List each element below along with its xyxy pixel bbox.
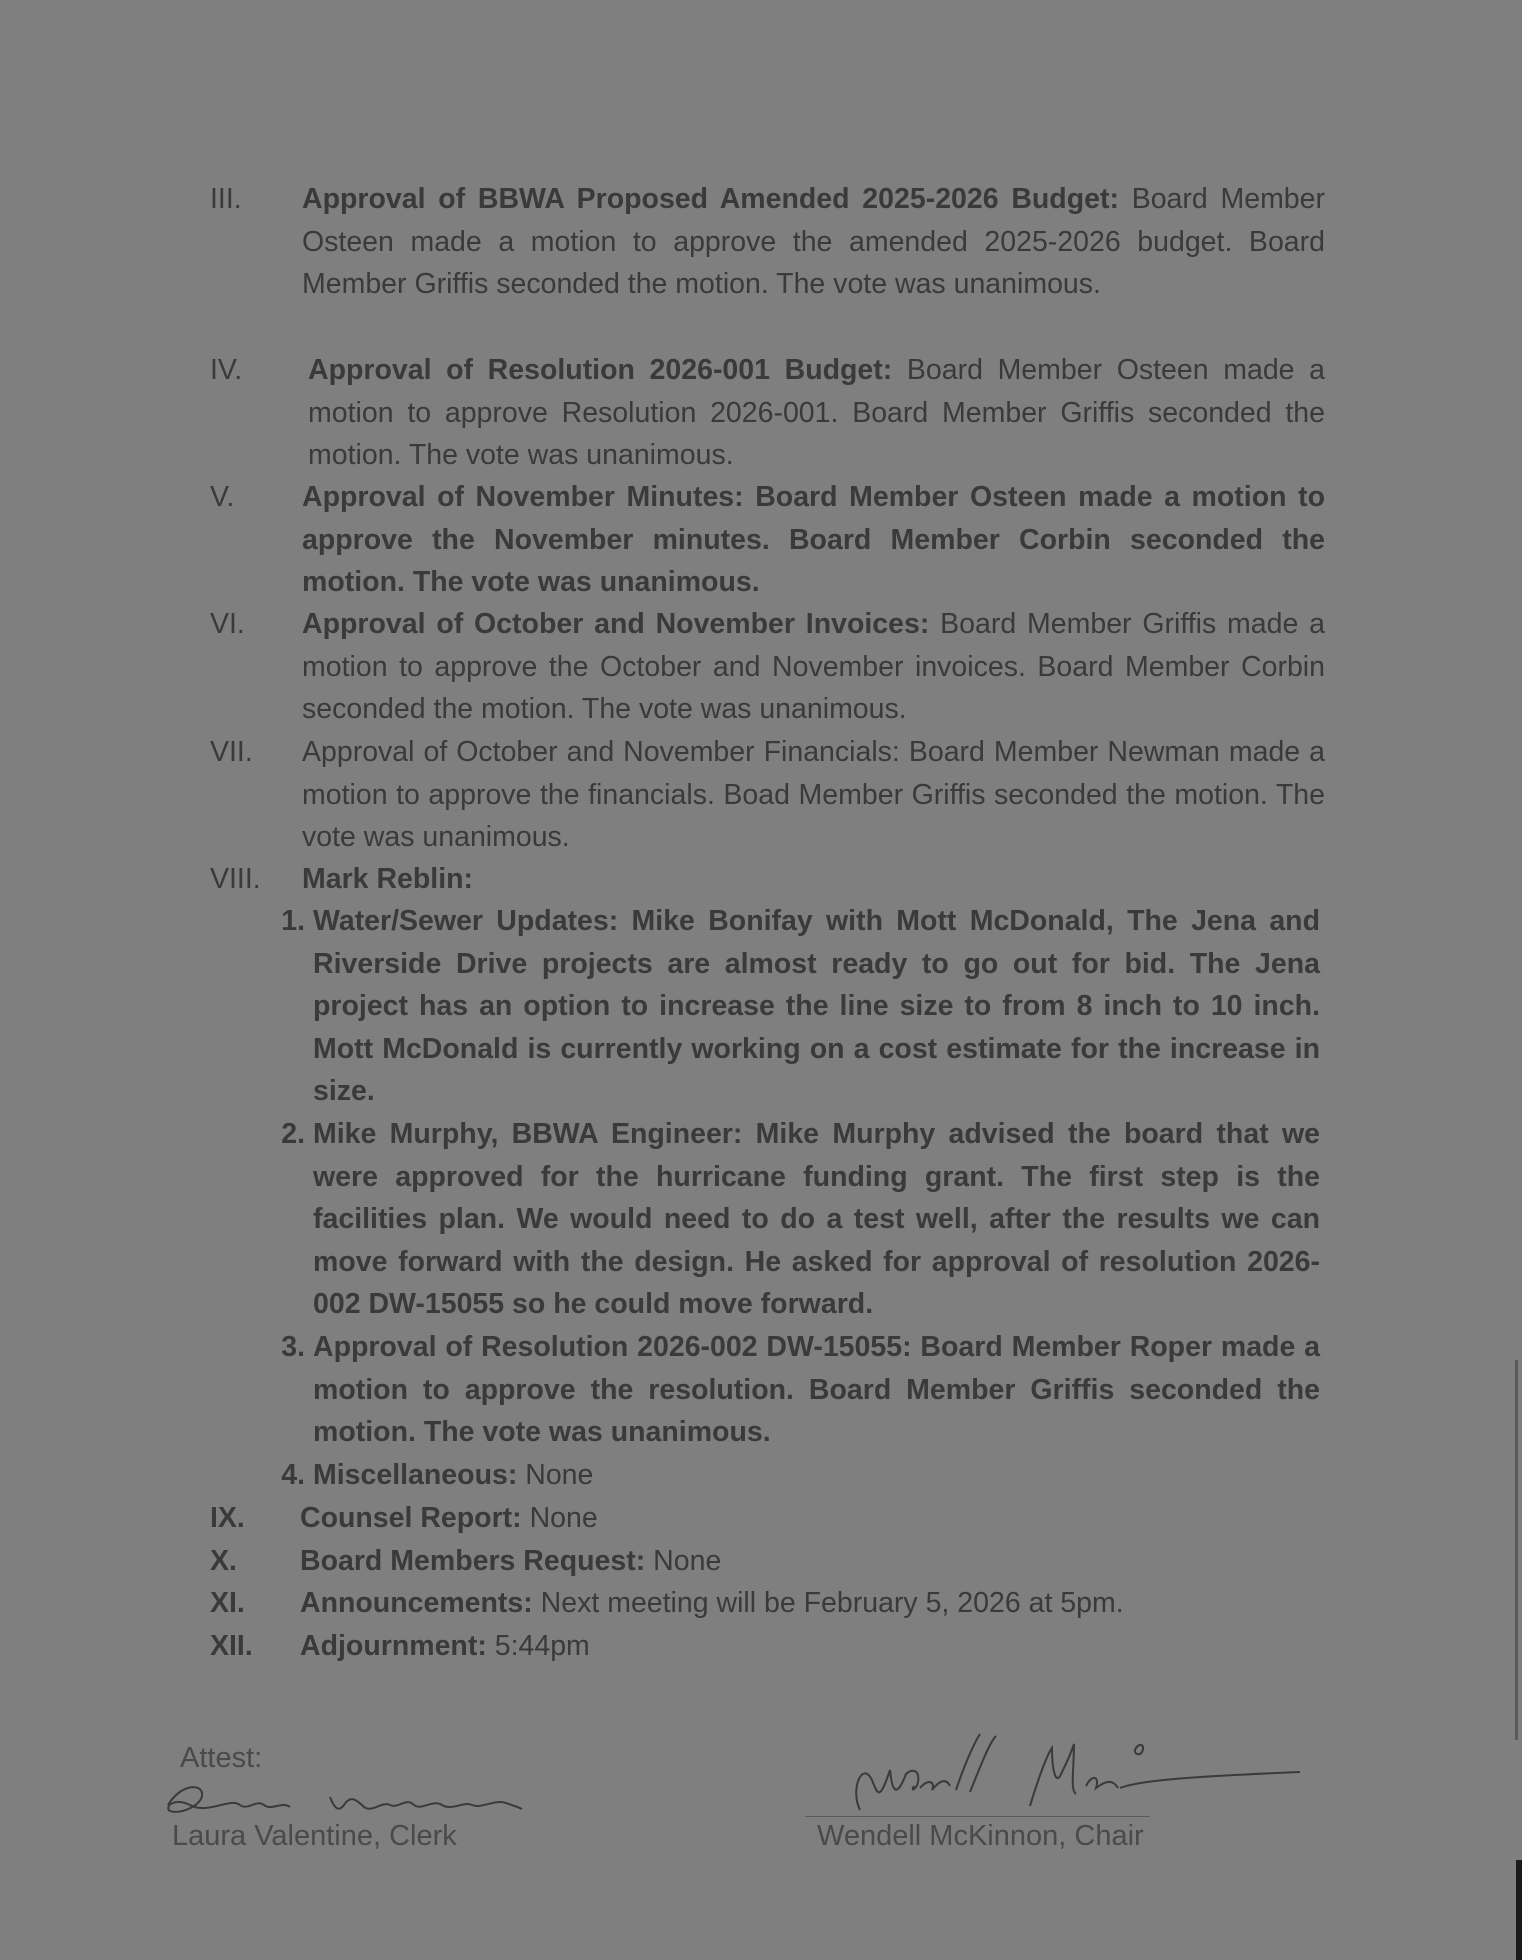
item-number: XI. (210, 1587, 245, 1619)
chair-signature (800, 1730, 1320, 1820)
item-text: Next meeting will be February 5, 2026 at 5pm. (532, 1587, 1124, 1619)
item-number: III. (210, 183, 242, 215)
item-number: VI. (210, 608, 245, 640)
agenda-item-vi (210, 603, 1325, 731)
item-title: Approval of November Minutes: Board Member Osteen made a motion to approve the November minutes. Board Member Corbin seconded the motion. The vote was unanimous. (302, 481, 1325, 598)
item-title: Approval of Resolution 2026-001 Budget: (308, 354, 893, 386)
subitem-number: 3. (281, 1331, 305, 1363)
subitem-text: Miscellaneous: (313, 1459, 518, 1491)
item-title: Mark Reblin: (302, 863, 474, 895)
item-text: 5:44pm (486, 1630, 590, 1662)
subitem-1 (265, 900, 1320, 1113)
agenda-item-x (210, 1540, 1325, 1583)
agenda-item-iv (210, 349, 1325, 477)
subitem-4 (265, 1454, 1320, 1497)
page-edge-dark (1516, 1860, 1522, 1960)
item-title: Approval of BBWA Proposed Amended 2025-2026 Budget: (302, 183, 1119, 215)
attest-label: Attest: (180, 1742, 263, 1774)
item-title: Approval of October and November Invoices: (302, 608, 930, 640)
agenda-item-iii (210, 178, 1325, 306)
item-number: VII. (210, 736, 253, 768)
subitem-text: Approval of Resolution 2026-002 DW-15055: Board Member Roper made a motion to approve the resolution. Board Member Griffis seconded the motion. The vote was unanimous. (313, 1331, 1320, 1448)
item-text: Board Member Osteen made a motion to approve Resolution 2026-001. Board Member Griffis seconded the motion. The vote was unanimous. (308, 354, 1326, 471)
chair-name: Wendell McKinnon, Chair (817, 1820, 1144, 1852)
agenda-item-vii (210, 731, 1325, 859)
agenda-item-viii (210, 858, 1325, 901)
item-text: Approval of October and November Financials: Board Member Newman made a motion to approve the financials. Boad Member Griffis seconded the motion. The vote was unanimous. (302, 736, 1325, 853)
item-title: Adjournment: (300, 1630, 487, 1662)
item-number: V. (210, 481, 235, 513)
item-number: IX. (210, 1502, 245, 1534)
subitem-text: Water/Sewer Updates: Mike Bonifay with Mott McDonald, The Jena and Riverside Drive projects are almost ready to go out for bid. The Jena project has an option to increase the line size to from 8 inch to 10 inch. Mott McDonald is currently working on a cost estimate for the increase in size. (313, 905, 1320, 1107)
agenda-item-ix (210, 1497, 1325, 1540)
item-number: VIII. (210, 863, 261, 895)
item-text: None (521, 1502, 598, 1534)
item-text: Board Member Griffis made a motion to approve the October and November invoices. Board Member Corbin seconded the motion. The vote was unanimous. (302, 608, 1325, 725)
item-title: Board Members Request: (300, 1545, 646, 1577)
subitem-3 (265, 1326, 1320, 1454)
item-text: None (645, 1545, 722, 1577)
subitem-number: 1. (281, 905, 305, 937)
agenda-item-xii (210, 1625, 1325, 1668)
agenda-item-v (210, 476, 1325, 604)
subitem-number: 4. (281, 1459, 305, 1491)
clerk-signature (160, 1775, 530, 1825)
item-title: Announcements: (300, 1587, 533, 1619)
item-number: X. (210, 1545, 237, 1577)
page-edge (1515, 1360, 1518, 1740)
item-number: XII. (210, 1630, 253, 1662)
subitem-text: Mike Murphy, BBWA Engineer: Mike Murphy advised the board that we were approved for the hurricane funding grant. The first step is the facilities plan. We would need to do a test well, after the results we can move forward with the design. He asked for approval of resolution 2026-002 DW-15055 so he could move forward. (313, 1118, 1320, 1320)
item-number: IV. (210, 354, 243, 386)
clerk-name: Laura Valentine, Clerk (172, 1820, 457, 1852)
agenda-item-xi (210, 1582, 1325, 1625)
subitem-2 (265, 1113, 1320, 1326)
item-text: Board Member Osteen made a motion to approve the amended 2025-2026 budget. Board Member Griffis seconded the motion. The vote was unanimous. (302, 183, 1325, 300)
item-title: Counsel Report: (300, 1502, 522, 1534)
chair-signature-line (805, 1816, 1150, 1817)
subitem-number: 2. (281, 1118, 305, 1150)
subitem-plain: None (517, 1459, 594, 1491)
